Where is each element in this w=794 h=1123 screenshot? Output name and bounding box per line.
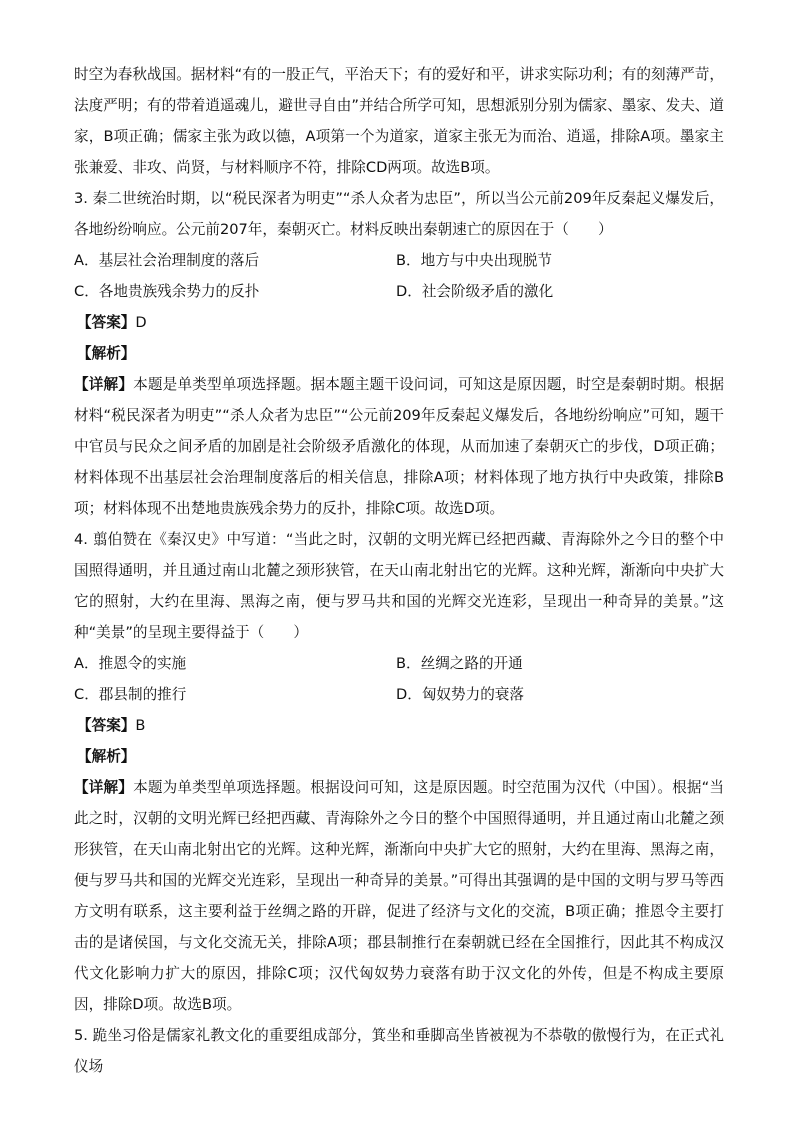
question-4-option-b: B．丝绸之路的开通 (396, 655, 523, 672)
question-4-analysis-heading (74, 741, 724, 772)
question-3-options-row-1 (74, 245, 724, 276)
question-3-detail (74, 369, 724, 524)
answer-value: B (135, 717, 146, 734)
analysis-tag: 【解析】 (77, 345, 136, 362)
analysis-tag: 【解析】 (77, 748, 136, 765)
question-4-option-d: D．匈奴势力的衰落 (396, 686, 524, 703)
detail-text: 本题是单类型单项选择题。据本题主题干设问词，可知这是原因题，时空是秦朝时期。根据材料“税民深者为明吏”“杀人众者为忠臣”“公元前209年反秦起义爆发后，各地纷纷响应”可知，题干中官员与民众之间矛盾的加剧是社会阶级矛盾激化的体现，从而加速了秦朝灭亡的步伐，D项正确；材料体现不出基层社会治理制度落后的相关信息，排除A项；材料体现了地方执行中央政策，排除B项；材料体现不出楚地贵族残余势力的反扑，排除C项。故选D项。 (74, 376, 724, 517)
question-4-option-c: C．郡县制的推行 (74, 686, 187, 703)
answer-tag: 【答案】 (77, 717, 136, 734)
question-4-detail (74, 772, 724, 1020)
question-3-option-d: D．社会阶级矛盾的激化 (396, 283, 554, 300)
question-3-option-a: A．基层社会治理制度的落后 (74, 252, 260, 269)
previous-answer-explanation: 时空为春秋战国。据材料“有的一股正气，平治天下；有的爱好和平，讲求实际功利；有的刻薄严苛，法度严明；有的带着逍遥魂儿，避世寻自由”并结合所学可知，思想派别分别为儒家、墨家、发夫、道家，B项正确；儒家主张为政以德，A项第一个为道家，道家主张无为而治、逍遥，排除A项。墨家主张兼爱、非攻、尚贤，与材料顺序不符，排除CD两项。故选B项。 (74, 66, 724, 176)
question-4-answer (74, 710, 724, 741)
detail-tag: 【详解】 (74, 376, 134, 393)
answer-tag: 【答案】 (77, 314, 136, 331)
detail-tag: 【详解】 (74, 779, 134, 796)
document-page (74, 0, 724, 1082)
question-3-answer (74, 307, 724, 338)
question-3-option-c: C．各地贵族残余势力的反扑 (74, 283, 260, 300)
question-3-analysis-heading (74, 338, 724, 369)
question-3-stem: 3. 秦二世统治时期，以“税民深者为明吏”“杀人众者为忠臣”，所以当公元前209年反秦起义爆发后，各地纷纷响应。公元前207年，秦朝灭亡。材料反映出秦朝速亡的原因在于（ ） (74, 190, 724, 238)
answer-value: D (135, 314, 147, 331)
question-4-option-a: A．推恩令的实施 (74, 655, 187, 672)
question-4-options-row-1 (74, 648, 724, 679)
question-3-option-b: B．地方与中央出现脱节 (396, 252, 552, 269)
detail-text: 本题为单类型单项选择题。根据设问可知，这是原因题。时空范围为汉代（中国）。根据“当此之时，汉朝的文明光辉已经把西藏、青海除外之今日的整个中国照得通明，并且通过南山北麓之颈形狭管，在天山南北射出它的光辉。这种光辉，渐渐向中央扩大它的照射，大约在里海、黑海之南，便与罗马共和国的光辉交光连彩，呈现出一种奇异的美景。”可得出其强调的是中国的文明与罗马等西方文明有联系，这主要利益于丝绸之路的开辟，促进了经济与文化的交流，B项正确；推恩令主要打击的是诸侯国，与文化交流无关，排除A项；郡县制推行在秦朝就已经在全国推行，因此其不构成汉代文化影响力扩大的原因，排除C项；汉代匈奴势力衰落有助于汉文化的外传，但是不构成主要原因，排除D项。故选B项。 (74, 779, 724, 1013)
question-4-options-row-2 (74, 679, 724, 710)
question-3-options-row-2 (74, 276, 724, 307)
question-5-stem: 5. 跪坐习俗是儒家礼教文化的重要组成部分，箕坐和垂脚高坐皆被视为不恭敬的傲慢行为，在正式礼仪场 (74, 1027, 724, 1075)
question-4-stem: 4. 翦伯赞在《秦汉史》中写道：“当此之时，汉朝的文明光辉已经把西藏、青海除外之今日的整个中国照得通明，并且通过南山北麓之颈形狭管，在天山南北射出它的光辉。这种光辉，渐渐向中央扩大它的照射，大约在里海、黑海之南，便与罗马共和国的光辉交光连彩，呈现出一种奇异的美景。”这种“美景”的呈现主要得益于（ ） (74, 531, 724, 641)
